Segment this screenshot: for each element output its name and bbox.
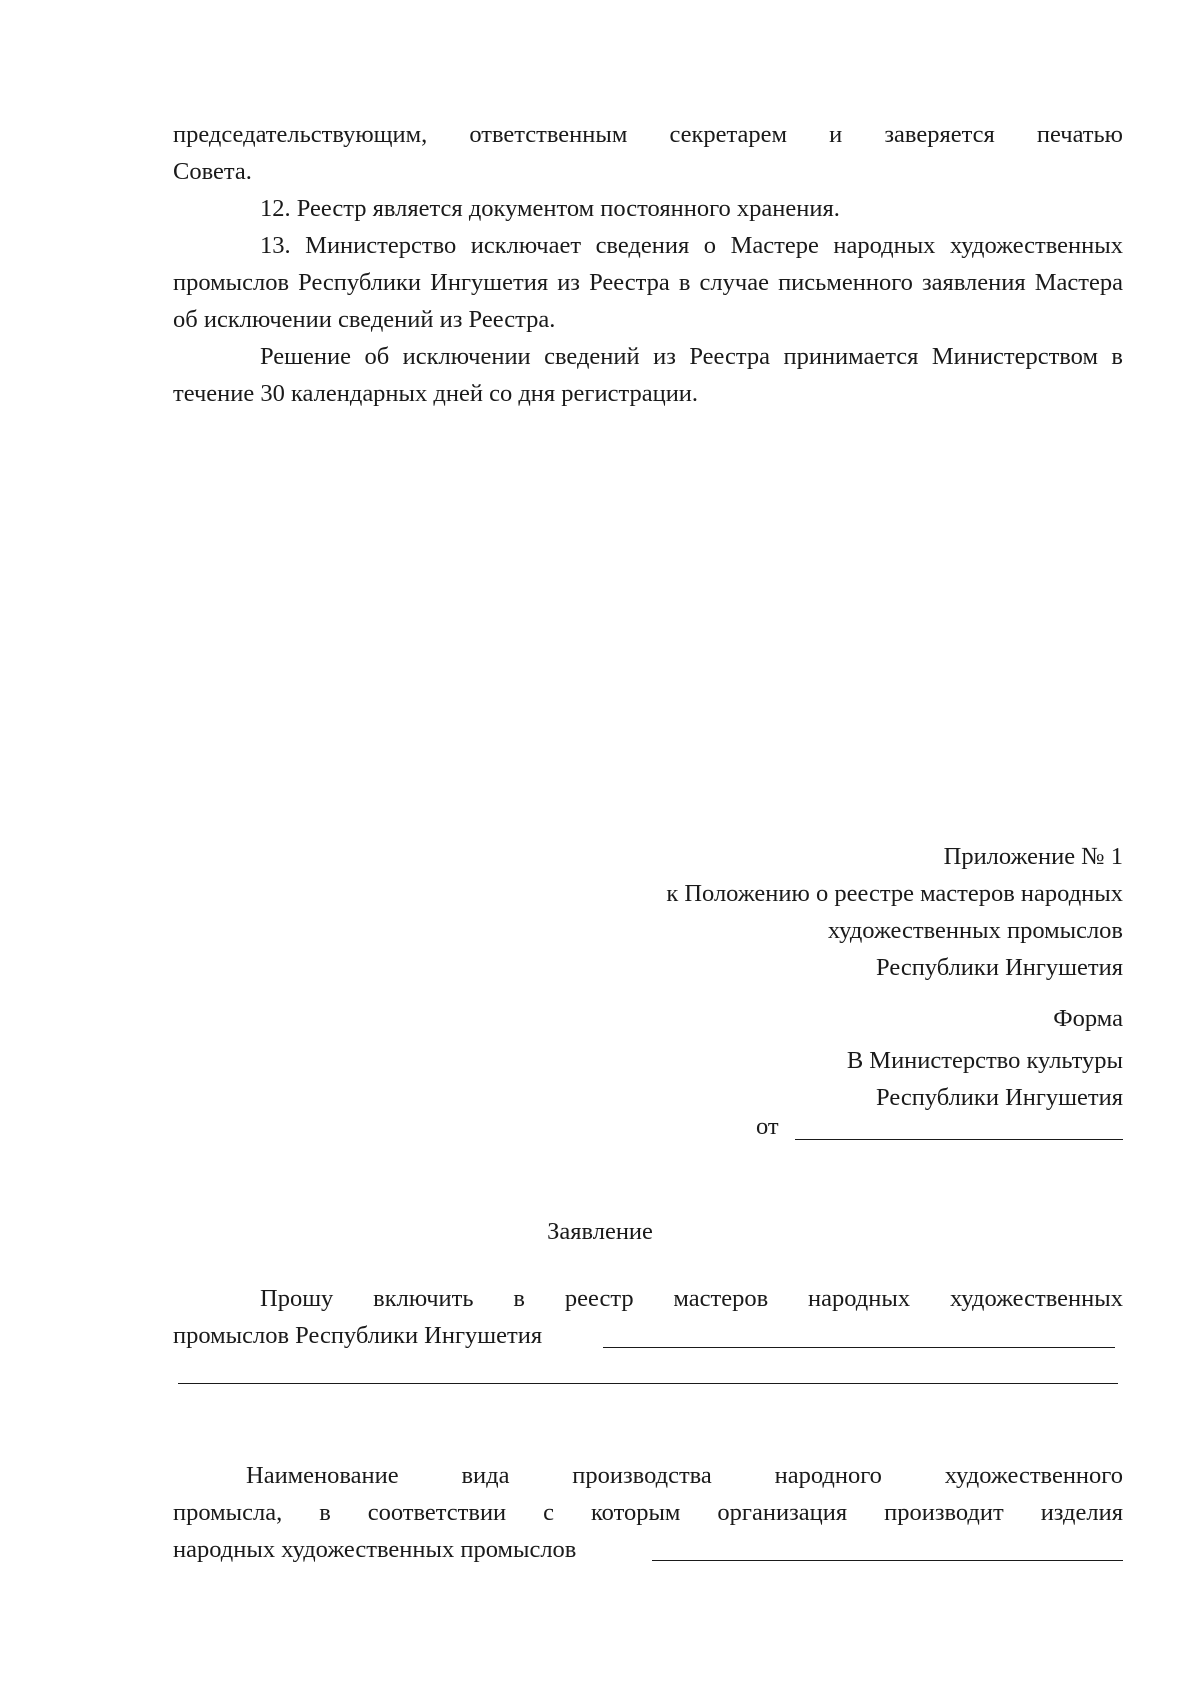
request-line2 (173, 1317, 1123, 1354)
item-13: 13. Министерство исключает сведения о Мастере народных художественных промыслов Республики Ингушетия из Реестра в случае письменного заявления Мастера об исключении сведений из Реестра. (173, 232, 1123, 333)
application-title: Заявление (547, 1218, 653, 1245)
request-line1: Прошу включить в реестр мастеров народных художественных (260, 1285, 1123, 1312)
paragraph-continuation-line2: Совета. (173, 158, 252, 185)
paragraph-continuation (173, 116, 1123, 190)
addressee-line1: В Министерство культуры (846, 1047, 1123, 1074)
production-line1: Наименование вида производства народного художественного (246, 1462, 1123, 1489)
production-underline[interactable] (652, 1560, 1123, 1561)
appendix-line3: художественных промыслов (827, 917, 1123, 944)
request-underline-1[interactable] (603, 1347, 1115, 1348)
appendix-line1: Приложение № 1 (943, 843, 1123, 870)
paragraph-continuation-line1: председательствующим, ответственным секретарем и заверяется печатью (173, 121, 1123, 148)
from-label: от (756, 1113, 779, 1140)
appendix-line2: к Положению о реестре мастеров народных (666, 880, 1123, 907)
appendix-header (666, 838, 1123, 986)
decision-paragraph: Решение об исключении сведений из Реестра принимается Министерством в течение 30 календарных дней со дня регистрации. (173, 343, 1123, 407)
appendix-line4: Республики Ингушетия (876, 954, 1123, 981)
request-line2-text: промыслов Республики Ингушетия (173, 1322, 543, 1349)
from-underline[interactable] (795, 1139, 1123, 1140)
request-underline-2[interactable] (178, 1383, 1118, 1384)
production-line3 (173, 1531, 1123, 1568)
request-paragraph (173, 1280, 1123, 1354)
addressee-block (847, 1042, 1123, 1116)
form-label: Форма (1053, 1005, 1123, 1032)
production-paragraph (173, 1457, 1123, 1568)
item-12: 12. Реестр является документом постоянного хранения. (260, 195, 840, 222)
addressee-line2: Республики Ингушетия (876, 1084, 1123, 1111)
production-line2: промысла, в соответствии с которым организация производит изделия (173, 1499, 1123, 1526)
production-line3-text: народных художественных промыслов (173, 1536, 577, 1563)
